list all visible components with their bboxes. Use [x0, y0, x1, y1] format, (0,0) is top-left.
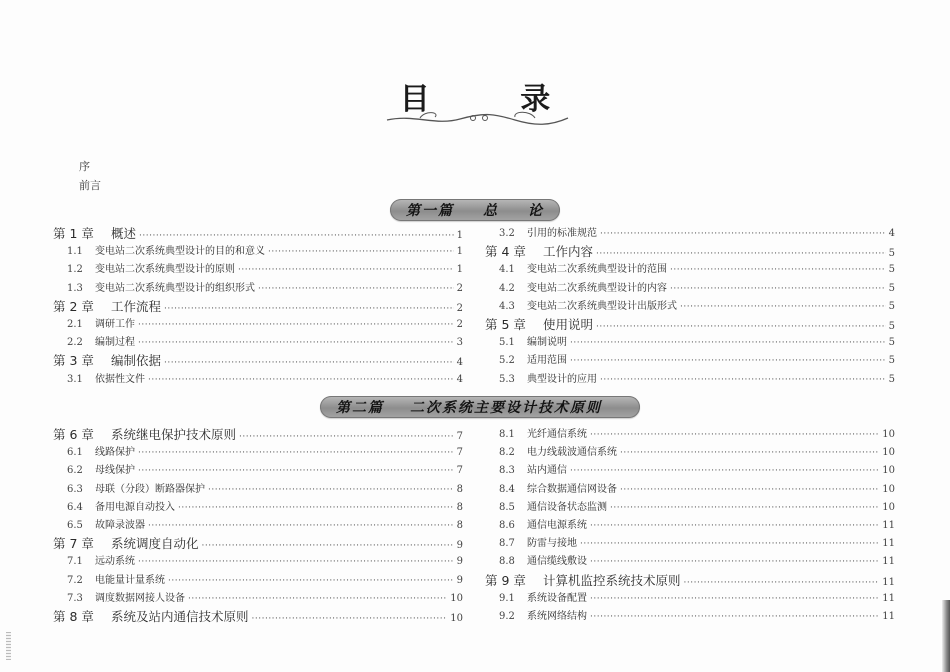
entry-number: 6.1 — [67, 447, 83, 459]
toc-section-entry[interactable] — [485, 461, 895, 476]
entry-page-number: 9 — [456, 540, 463, 552]
leader-dots — [238, 265, 454, 275]
leader-dots — [138, 557, 454, 567]
toc-section-entry[interactable] — [53, 552, 463, 567]
entry-number: 2.1 — [67, 319, 83, 330]
toc-section-entry[interactable] — [485, 297, 895, 312]
toc-section-entry[interactable] — [53, 370, 463, 385]
toc-foreword[interactable]: 前言 — [79, 179, 101, 192]
entry-label: 概述 — [111, 226, 137, 241]
entry-number: 8.4 — [499, 483, 515, 495]
entry-number: 第 3 章 — [53, 353, 94, 369]
page-edge-decoration — [6, 632, 11, 660]
entry-label: 依据性文件 — [95, 373, 145, 385]
leader-dots — [590, 594, 879, 604]
leader-dots — [680, 302, 886, 312]
entry-number: 6.4 — [67, 501, 83, 513]
leader-dots — [596, 249, 886, 259]
toc-section-entry[interactable] — [53, 242, 463, 257]
leader-dots — [208, 485, 454, 495]
leader-dots — [600, 229, 886, 239]
entry-number: 7.3 — [67, 592, 83, 604]
entry-label: 变电站二次系统典型设计的内容 — [527, 282, 667, 294]
entry-label: 编制说明 — [527, 337, 567, 349]
toc-section-entry[interactable] — [53, 480, 463, 495]
entry-label: 系统继电保护技术原则 — [111, 427, 237, 442]
entry-label: 综合数据通信网设备 — [527, 483, 617, 495]
entry-page-number: 2 — [456, 302, 463, 314]
leader-dots — [168, 576, 454, 586]
entry-number: 3.2 — [499, 228, 515, 239]
entry-number: 9.1 — [499, 592, 515, 604]
leader-dots — [684, 578, 880, 588]
entry-page-number: 10 — [882, 465, 895, 477]
toc-section-entry[interactable] — [53, 279, 463, 294]
leader-dots — [138, 466, 454, 476]
entry-label: 适用范围 — [527, 355, 567, 367]
part-banner-2 — [320, 396, 640, 418]
entry-label: 变电站二次系统典型设计的目的和意义 — [95, 246, 265, 258]
entry-label: 调度数据网接人设备 — [95, 592, 185, 604]
toc-section-entry[interactable] — [485, 516, 895, 531]
entry-number: 6.5 — [67, 520, 83, 531]
entry-page-number: 11 — [882, 556, 895, 568]
leader-dots — [258, 284, 454, 294]
part-title-a: 总 — [483, 203, 499, 219]
toc-section-entry[interactable] — [53, 461, 463, 476]
entry-label: 系统及站内通信技术原则 — [111, 609, 249, 624]
toc-section-entry[interactable] — [485, 498, 895, 513]
entry-number: 第 9 章 — [485, 572, 526, 588]
entry-page-number: 10 — [882, 501, 895, 513]
leader-dots — [239, 432, 454, 442]
entry-label: 编制依据 — [111, 353, 162, 369]
entry-label: 工作流程 — [111, 298, 162, 314]
entry-number: 9.2 — [499, 611, 515, 622]
entry-label: 变电站二次系统典型设计的组织形式 — [95, 282, 255, 294]
toc-section-entry[interactable] — [485, 589, 895, 604]
toc-preface[interactable]: 序 — [79, 160, 90, 173]
entry-number: 5.2 — [499, 355, 515, 367]
toc-chapter-entry[interactable] — [53, 297, 463, 315]
toc-chapter-entry[interactable] — [53, 224, 463, 242]
toc-section-entry[interactable] — [53, 516, 463, 531]
leader-dots — [138, 338, 454, 348]
entry-page-number: 4 — [456, 357, 463, 369]
toc-chapter-entry[interactable] — [53, 534, 463, 552]
entry-number: 第 8 章 — [53, 609, 94, 624]
leader-dots — [148, 375, 454, 385]
part-title: 二次系统主要设计技术原则 — [410, 400, 602, 416]
entry-label: 使用说明 — [543, 317, 594, 332]
toc-section-entry[interactable] — [485, 279, 895, 294]
entry-page-number: 9 — [456, 556, 463, 568]
entry-label: 计算机监控系统技术原则 — [543, 572, 681, 588]
leader-dots — [670, 284, 886, 294]
entry-label: 系统设备配置 — [527, 592, 587, 604]
toc-section-entry[interactable] — [485, 260, 895, 275]
entry-page-number: 7 — [456, 447, 463, 459]
leader-dots — [138, 320, 454, 330]
entry-page-number: 8 — [456, 501, 463, 513]
entry-page-number: 5 — [888, 300, 895, 312]
entry-number: 4.2 — [499, 282, 515, 294]
leader-dots — [164, 304, 454, 314]
entry-page-number: 5 — [888, 373, 895, 385]
entry-label: 系统网络结构 — [527, 611, 587, 622]
leader-dots — [148, 521, 454, 531]
leader-dots — [138, 448, 454, 458]
entry-page-number: 4 — [888, 228, 895, 239]
entry-number: 7.1 — [67, 556, 83, 568]
entry-label: 变电站二次系统典型设计的范围 — [527, 264, 667, 276]
entry-label: 调研工作 — [95, 319, 135, 330]
title-ornament-icon — [385, 106, 570, 128]
entry-page-number: 7 — [456, 465, 463, 477]
toc-section-entry[interactable] — [485, 480, 895, 495]
entry-page-number: 7 — [456, 431, 463, 442]
leader-dots — [620, 485, 879, 495]
leader-dots — [178, 503, 454, 513]
toc-section-entry[interactable] — [485, 370, 895, 385]
entry-page-number: 5 — [888, 264, 895, 276]
toc-chapter-entry[interactable] — [485, 571, 895, 589]
entry-label: 典型设计的应用 — [527, 373, 597, 385]
entry-label: 故障录波器 — [95, 520, 145, 531]
leader-dots — [570, 466, 879, 476]
toc-section-entry[interactable] — [53, 589, 463, 604]
leader-dots — [596, 322, 886, 332]
entry-number: 8.2 — [499, 447, 515, 459]
leader-dots — [252, 614, 448, 624]
entry-page-number: 5 — [888, 337, 895, 349]
entry-number: 4.1 — [499, 264, 515, 276]
entry-page-number: 11 — [882, 611, 895, 622]
toc-section-entry[interactable] — [485, 443, 895, 458]
part-title-b: 论 — [528, 203, 544, 219]
entry-number: 第 4 章 — [485, 244, 526, 260]
entry-page-number: 1 — [456, 246, 463, 258]
entry-page-number: 10 — [450, 613, 463, 624]
toc-chapter-entry[interactable] — [485, 315, 895, 333]
entry-number: 8.1 — [499, 429, 515, 440]
entry-label: 引用的标准规范 — [527, 228, 597, 239]
toc-section-entry[interactable] — [485, 425, 895, 440]
toc-chapter-entry[interactable] — [53, 351, 463, 369]
leader-dots — [590, 557, 879, 567]
entry-label: 通信电源系统 — [527, 520, 587, 531]
entry-number: 第 7 章 — [53, 536, 94, 552]
toc-section-entry[interactable] — [485, 607, 895, 622]
entry-page-number: 11 — [882, 520, 895, 531]
entry-page-number: 1 — [456, 264, 463, 276]
entry-number: 5.1 — [499, 337, 515, 349]
leader-dots — [610, 503, 879, 513]
entry-label: 变电站二次系统典型设计出版形式 — [527, 300, 677, 312]
leader-dots — [570, 356, 886, 366]
entry-number: 6.3 — [67, 483, 83, 495]
entry-label: 备用电源自动投入 — [95, 501, 175, 513]
entry-label: 母联（分段）断路器保护 — [95, 483, 205, 495]
page-binding-shadow — [942, 600, 950, 672]
entry-number: 第 5 章 — [485, 317, 526, 332]
leader-dots — [600, 375, 886, 385]
entry-page-number: 9 — [456, 574, 463, 586]
leader-dots — [570, 338, 886, 348]
toc-section-entry[interactable] — [53, 315, 463, 330]
toc-section-entry[interactable] — [53, 571, 463, 586]
leader-dots — [139, 231, 454, 241]
part-banner-1 — [390, 199, 560, 221]
toc-chapter-entry[interactable] — [485, 242, 895, 260]
entry-number: 8.7 — [499, 538, 515, 550]
leader-dots — [202, 541, 454, 551]
entry-page-number: 8 — [456, 483, 463, 495]
leader-dots — [188, 594, 447, 604]
entry-page-number: 5 — [888, 248, 895, 260]
entry-number: 8.8 — [499, 556, 515, 568]
page-title: 目 录 — [399, 82, 591, 117]
entry-label: 通信设备状态监测 — [527, 501, 607, 513]
entry-number: 8.6 — [499, 520, 515, 531]
toc-section-entry[interactable] — [53, 498, 463, 513]
entry-page-number: 1 — [456, 230, 463, 241]
toc-section-entry[interactable] — [53, 443, 463, 458]
entry-page-number: 11 — [882, 592, 895, 604]
entry-page-number: 5 — [888, 321, 895, 332]
leader-dots — [590, 521, 879, 531]
toc-chapter-entry[interactable] — [53, 425, 463, 443]
entry-number: 8.3 — [499, 465, 515, 477]
toc-section-entry[interactable] — [485, 224, 895, 239]
entry-page-number: 5 — [888, 355, 895, 367]
leader-dots — [670, 265, 886, 275]
entry-label: 系统调度自动化 — [111, 536, 199, 552]
entry-page-number: 3 — [456, 337, 463, 349]
entry-label: 变电站二次系统典型设计的原则 — [95, 264, 235, 276]
entry-number: 3.1 — [67, 373, 83, 385]
entry-label: 远动系统 — [95, 556, 135, 568]
entry-number: 1.2 — [67, 264, 83, 276]
toc-section-entry[interactable] — [485, 534, 895, 549]
entry-label: 工作内容 — [543, 244, 594, 260]
entry-page-number: 5 — [888, 282, 895, 294]
entry-number: 第 2 章 — [53, 298, 94, 314]
leader-dots — [268, 247, 454, 257]
entry-page-number: 4 — [456, 373, 463, 385]
entry-page-number: 2 — [456, 282, 463, 294]
entry-label: 电力线载波通信系统 — [527, 447, 617, 459]
entry-label: 光纤通信系统 — [527, 429, 587, 440]
toc-chapter-entry[interactable] — [53, 607, 463, 625]
toc-section-entry[interactable] — [53, 260, 463, 275]
entry-page-number: 8 — [456, 520, 463, 531]
entry-number: 1.1 — [67, 246, 83, 258]
entry-number: 6.2 — [67, 465, 83, 477]
toc-section-entry[interactable] — [485, 552, 895, 567]
entry-label: 电能量计量系统 — [95, 574, 165, 586]
leader-dots — [590, 612, 879, 622]
entry-page-number: 10 — [450, 592, 463, 604]
entry-page-number: 10 — [882, 429, 895, 440]
entry-number: 7.2 — [67, 574, 83, 586]
entry-number: 1.3 — [67, 282, 83, 294]
entry-number: 2.2 — [67, 337, 83, 349]
entry-number: 5.3 — [499, 373, 515, 385]
entry-label: 母线保护 — [95, 465, 135, 477]
toc-section-entry[interactable] — [53, 333, 463, 348]
entry-label: 防雷与接地 — [527, 538, 577, 550]
entry-label: 线路保护 — [95, 447, 135, 459]
leader-dots — [590, 430, 879, 440]
leader-dots — [620, 448, 879, 458]
entry-page-number: 2 — [456, 319, 463, 330]
entry-page-number: 10 — [882, 447, 895, 459]
leader-dots — [580, 539, 879, 549]
toc-section-entry[interactable] — [485, 351, 895, 366]
entry-page-number: 11 — [882, 576, 895, 588]
entry-page-number: 10 — [882, 483, 895, 495]
part-number: 第二篇 — [336, 400, 384, 416]
entry-number: 第 6 章 — [53, 427, 94, 442]
entry-number: 4.3 — [499, 300, 515, 312]
toc-section-entry[interactable] — [485, 333, 895, 348]
leader-dots — [164, 358, 454, 368]
entry-number: 第 1 章 — [53, 226, 94, 241]
part-number: 第一篇 — [406, 203, 454, 219]
entry-page-number: 11 — [882, 538, 895, 550]
entry-label: 通信缆线敷设 — [527, 556, 587, 568]
entry-label: 编制过程 — [95, 337, 135, 349]
entry-label: 站内通信 — [527, 465, 567, 477]
entry-number: 8.5 — [499, 501, 515, 513]
